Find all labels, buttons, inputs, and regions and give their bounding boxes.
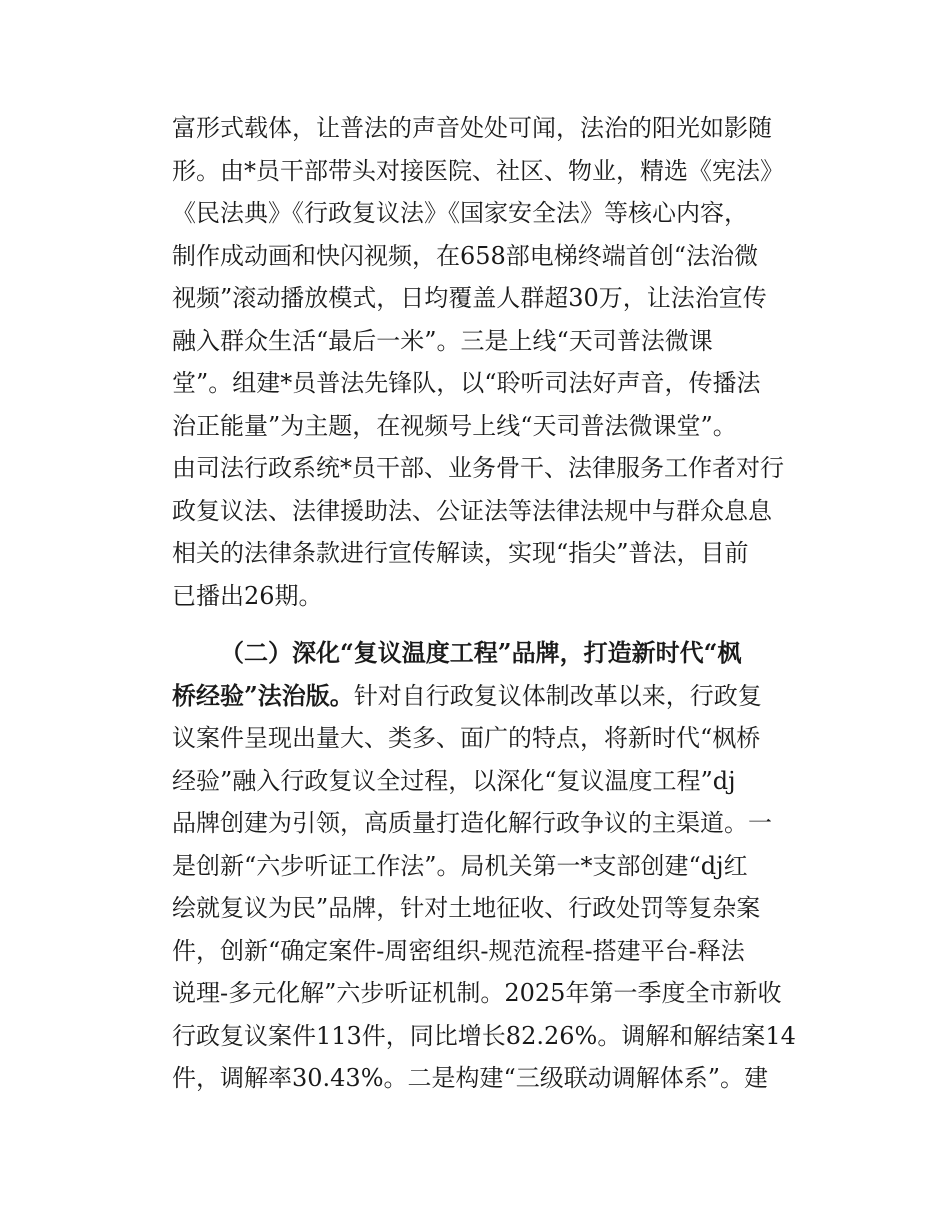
- paragraph-1-line-1: 富形式载体，让普法的声音处处可闻，法治的阳光如影随: [172, 114, 772, 142]
- paragraph-2-line-7: 件，创新“确定案件-周密组织-规范流程-搭建平台-释法: [172, 937, 745, 965]
- paragraph-2-line-2: 议案件呈现出量大、类多、面广的特点，将新时代“枫桥: [172, 724, 761, 752]
- paragraph-1-line-5: 视频”滚动播放模式，日均覆盖人群超30万，让法治宣传: [172, 284, 767, 312]
- paragraph-1-line-12: 已播出26期。: [172, 582, 323, 610]
- paragraph-1-line-4: 制作成动画和快闪视频，在658部电梯终端首创“法治微: [172, 242, 759, 270]
- paragraph-1-line-10: 政复议法、法律援助法、公证法等法律法规中与群众息息: [172, 497, 772, 525]
- paragraph-2-line-6: 绘就复议为民”品牌，针对土地征收、行政处罚等复杂案: [172, 894, 761, 922]
- paragraph-1-line-3: 《民法典》《行政复议法》《国家安全法》等核心内容，: [172, 199, 748, 227]
- paragraph-2-line-1-text: 针对自行政复议体制改革以来，行政复: [353, 682, 762, 710]
- paragraph-2-line-10: 件，调解率30.43%。二是构建“三级联动调解体系”。建: [172, 1064, 769, 1092]
- paragraph-1-line-11: 相关的法律条款进行宣传解读，实现“指尖”普法，目前: [172, 539, 749, 567]
- paragraph-2-line-4: 品牌创建为引领，高质量打造化解行政争议的主渠道。一: [172, 809, 772, 837]
- paragraph-2-line-5: 是创新“六步听证工作法”。局机关第一*支部创建“dj红: [172, 852, 748, 880]
- paragraph-2-line-3: 经验”融入行政复议全过程，以深化“复议温度工程”dj: [172, 767, 736, 795]
- paragraph-1-line-2: 形。由*员干部带头对接医院、社区、物业，精选《宪法》: [172, 157, 784, 185]
- paragraph-1-line-9: 由司法行政系统*员干部、业务骨干、法律服务工作者对行: [172, 454, 784, 482]
- paragraph-1-line-6: 融入群众生活“最后一米”。三是上线“天司普法微课: [172, 327, 713, 355]
- section-heading-continued: 桥经验”法治版。: [172, 681, 354, 710]
- paragraph-1-line-8: 治正能量”为主题，在视频号上线“天司普法微课堂”。: [172, 412, 737, 440]
- paragraph-1-line-7: 堂”。组建*员普法先锋队，以“聆听司法好声音，传播法: [172, 369, 761, 397]
- paragraph-2-line-8: 说理-多元化解”六步听证机制。2025年第一季度全市新收: [172, 979, 782, 1007]
- paragraph-2-line-9: 行政复议案件113件，同比增长82.26%。调解和解结案14: [172, 1022, 796, 1050]
- paragraph-2-line-1: [172, 676, 762, 716]
- section-heading: （二）深化“复议温度工程”品牌，打造新时代“枫: [220, 638, 742, 667]
